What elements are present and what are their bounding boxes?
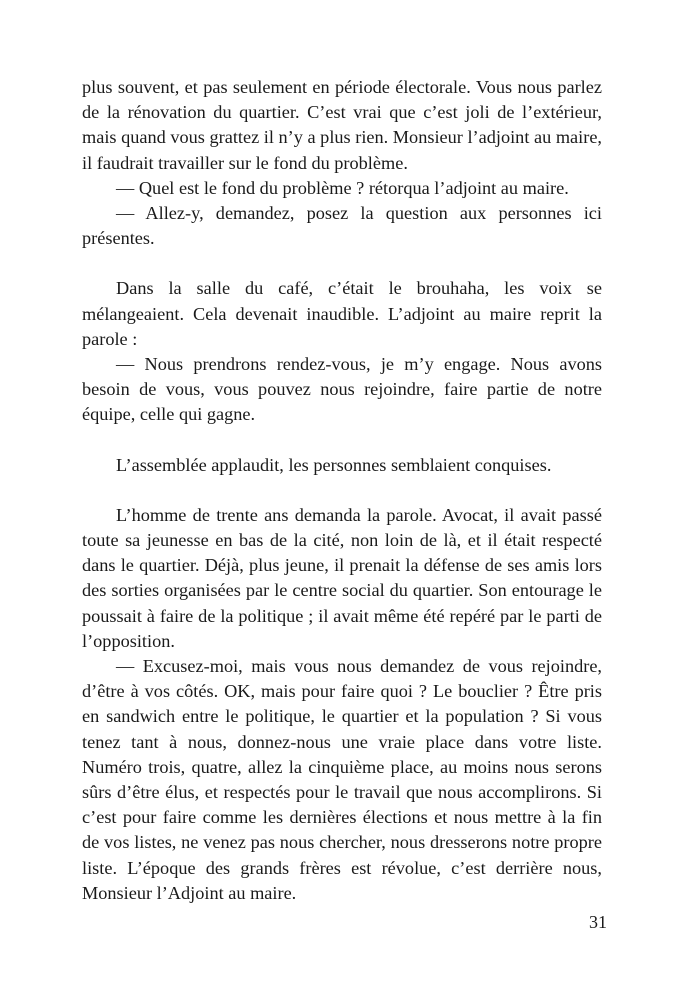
dialogue-line: — Excusez-moi, mais vous nous demandez de vous rejoindre, d’être à vos côtés. OK, mais pour faire quoi ? Le bouclier ? Être pris en sandwich entre le politique, le quartier et la population ? Si vous tenez tant à nous, donnez-nous une vraie place dans votre liste. Numéro trois, quatre, allez la cinquième place, au moins nous serons sûrs d’être élus, et respectés pour le travail que nous accomplirons. Si c’est pour faire comme les dernières élections et nous mettre à la fin de vos listes, ne venez pas nous chercher, nous dresserons notre propre liste. L’époque des grands frères est révolue, c’est derrière nous, Monsieur l’Adjoint au maire.	[82, 656, 602, 903]
paragraph-continuation: plus souvent, et pas seulement en période électorale. Vous nous parlez de la rénovation du quartier. C’est vrai que c’est joli de l’extérieur, mais quand vous grattez il n’y a plus rien. Monsieur l’adjoint au maire, il faudrait travailler sur le fond du problème.	[82, 77, 602, 173]
body-text	[82, 75, 602, 906]
dialogue-line: — Nous prendrons rendez-vous, je m’y engage. Nous avons besoin de vous, vous pouvez nous rejoindre, faire partie de notre équipe, celle qui gagne.	[82, 354, 602, 425]
paragraph: L’homme de trente ans demanda la parole. Avocat, il avait passé toute sa jeunesse en bas de la cité, non loin de là, et il était respecté dans le quartier. Déjà, plus jeune, il prenait la défense de ses amis lors des sorties organisées par le centre social du quartier. Son entourage le poussait à faire de la politique ; il avait même été repéré par le parti de l’opposition.	[82, 504, 602, 651]
dialogue-line: — Quel est le fond du problème ? rétorqua l’adjoint au maire.	[116, 177, 569, 198]
dialogue-line: — Allez-y, demandez, posez la question aux personnes ici présentes.	[82, 203, 602, 249]
paragraph: Dans la salle du café, c’était le brouhaha, les voix se mélangeaient. Cela devenait inaudible. L’adjoint au maire reprit la parole :	[82, 278, 602, 349]
paragraph: L’assemblée applaudit, les personnes semblaient conquises.	[116, 454, 552, 475]
page-number: 31	[589, 912, 607, 932]
